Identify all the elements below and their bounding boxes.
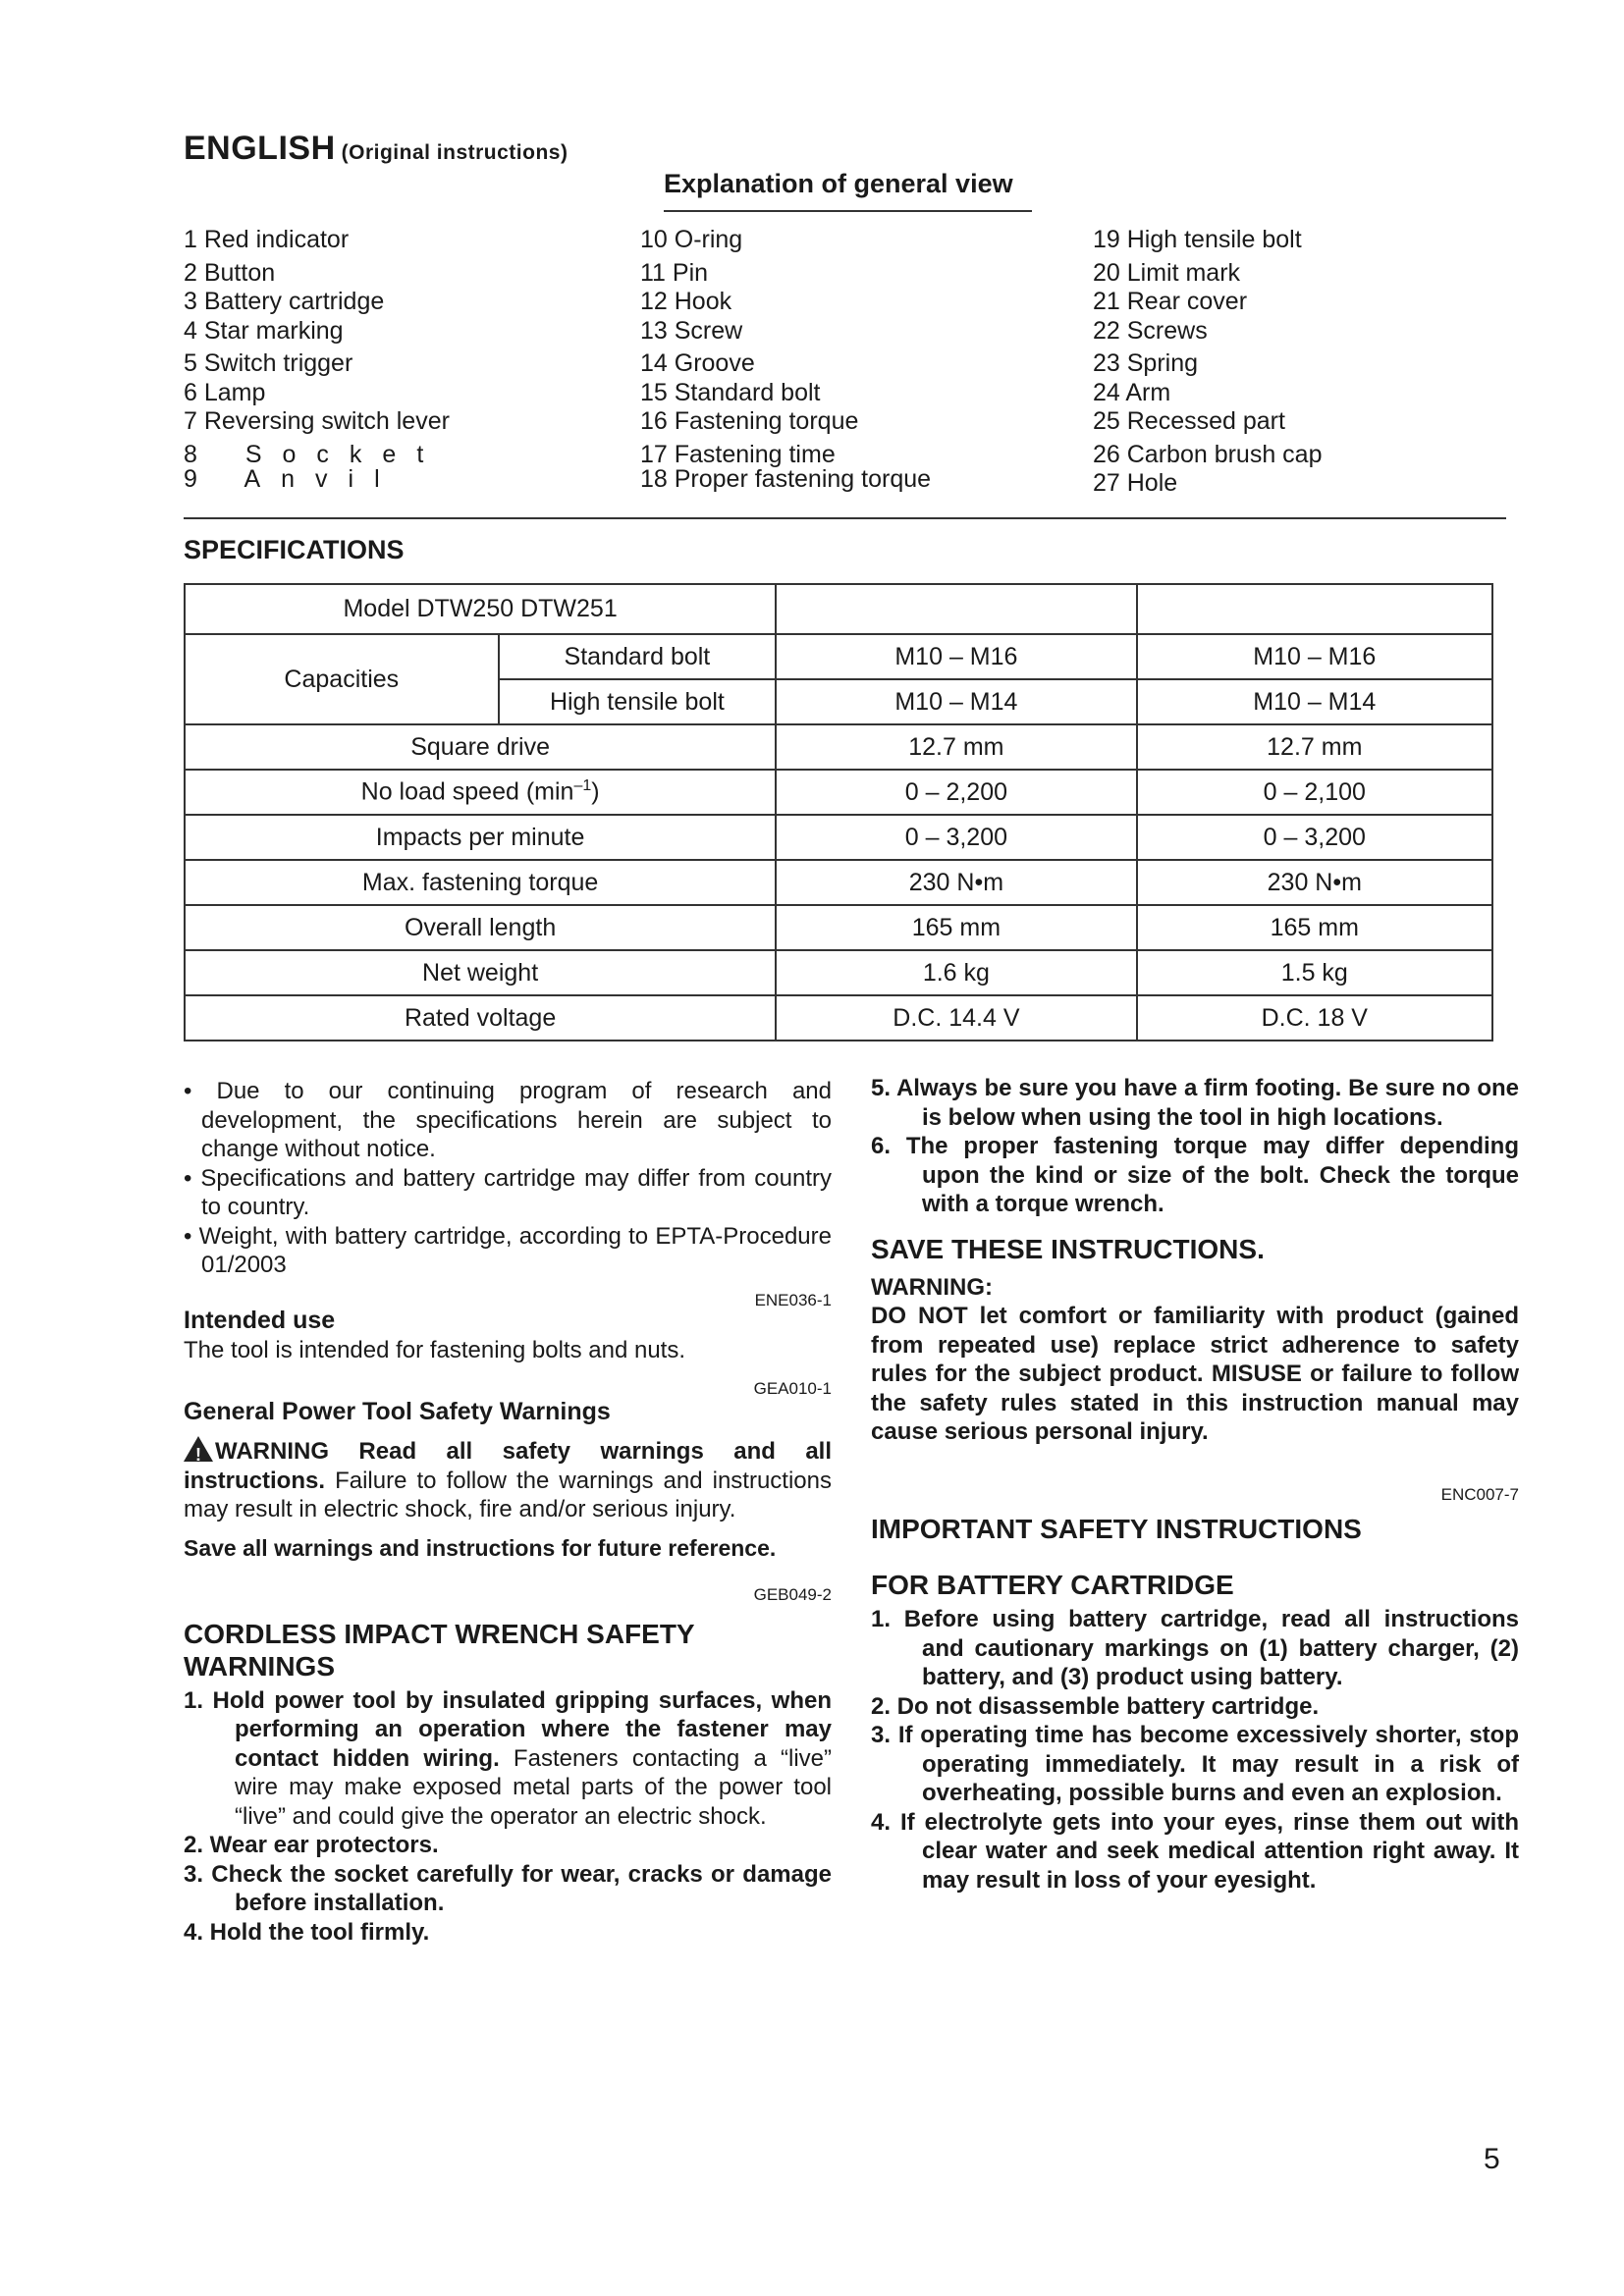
warning-label: WARNING: bbox=[871, 1273, 993, 1301]
spec-note: • Weight, with battery cartridge, according to EPTA-Procedure 01/2003 bbox=[184, 1222, 832, 1278]
list-item: 2. Do not disassemble battery cartridge. bbox=[871, 1692, 1320, 1720]
part-item: 2 Button bbox=[184, 258, 276, 287]
row-label: Square drive bbox=[185, 724, 776, 770]
model-label: Model DTW250 DTW251 bbox=[185, 584, 776, 634]
warning-triangle-icon bbox=[184, 1436, 213, 1462]
part-item: 10 O-ring bbox=[640, 226, 743, 253]
part-item: 22 Screws bbox=[1093, 316, 1208, 345]
model-value bbox=[776, 584, 1136, 634]
warning-text: DO NOT let comfort or familiarity with product (gained from repeated use) replace strict adherence to safety rules for the subject product. MISUSE or failure to follow the safety rules stated in this instruction manual may cause serious personal injury. bbox=[871, 1303, 1519, 1445]
part-item: 11 Pin bbox=[640, 258, 709, 287]
important-safety-title: IMPORTANT SAFETY INSTRUCTIONS bbox=[871, 1514, 1362, 1544]
table-cell: M10 – M16 bbox=[1137, 634, 1492, 679]
specifications-table bbox=[184, 583, 1493, 1041]
part-item: 17 Fastening time bbox=[640, 440, 836, 468]
table-cell: 0 – 2,100 bbox=[1137, 770, 1492, 815]
row-label: No load speed $(\min^{-1})$ bbox=[185, 770, 776, 815]
language-heading: ENGLISH (Original instructions) bbox=[184, 130, 568, 167]
battery-title: FOR BATTERY CARTRIDGE bbox=[871, 1570, 1234, 1600]
table-row bbox=[185, 770, 1492, 815]
spec-note: • Specifications and battery cartridge may differ from country to country. bbox=[184, 1164, 832, 1220]
table-cell: 165 mm bbox=[1137, 905, 1492, 950]
part-item: 15 Standard bolt bbox=[640, 378, 821, 406]
doc-code: GEA010-1 bbox=[753, 1379, 832, 1398]
list-item: 3. If operating time has become excessively shorter, stop operating immediately. It may result in a risk of overheating, possible burns and even an explosion. bbox=[871, 1722, 1519, 1806]
table-cell: 165 mm bbox=[776, 905, 1136, 950]
table-cell: 0 – 2,200 bbox=[776, 770, 1136, 815]
save-instructions-title: SAVE THESE INSTRUCTIONS. bbox=[871, 1233, 1265, 1264]
doc-code: ENC007-7 bbox=[1440, 1484, 1519, 1504]
parts-column-1 bbox=[184, 226, 450, 495]
save-all-text: Save all warnings and instructions for future reference. bbox=[184, 1534, 777, 1561]
list-item: 5. Always be sure you have a firm footing. Be sure no one is below when using the tool in high locations. bbox=[871, 1075, 1519, 1131]
cordless-warnings-title: CORDLESS IMPACT WRENCH SAFETY WARNINGS bbox=[184, 1618, 695, 1682]
part-item: 3 Battery cartridge bbox=[184, 288, 385, 315]
table-cell: 0 – 3,200 bbox=[776, 815, 1136, 860]
section-divider bbox=[184, 517, 1506, 519]
part-item: 19 High tensile bolt bbox=[1093, 226, 1302, 253]
row-label: Net weight bbox=[185, 950, 776, 995]
part-item: 6 Lamp bbox=[184, 378, 266, 406]
row-label: Impacts per minute bbox=[185, 815, 776, 860]
table-row bbox=[185, 950, 1492, 995]
table-cell: D.C. 18 V bbox=[1137, 995, 1492, 1041]
list-item: 6. The proper fastening torque may differ depending upon the kind or size of the bolt. Check the torque with a torque wrench. bbox=[871, 1133, 1519, 1217]
table-row bbox=[185, 634, 1492, 679]
part-item: 9 Anvil bbox=[184, 465, 401, 493]
part-item: 20 Limit mark bbox=[1093, 258, 1241, 287]
part-item: 14 Groove bbox=[640, 349, 755, 377]
table-cell: 230 N•m bbox=[776, 860, 1136, 905]
row-label: Max. fastening torque bbox=[185, 860, 776, 905]
intended-use-title: Intended use bbox=[184, 1307, 336, 1334]
list-item: 1. Hold power tool by insulated gripping surfaces, when performing an operation where the fastener may contact hidden wiring. Fasteners contacting a “live” wire may make exposed metal parts of the power tool “live” and could give the operator an electric shock. bbox=[184, 1686, 832, 1830]
part-item: 16 Fastening torque bbox=[640, 407, 859, 435]
part-item: 1 Red indicator bbox=[184, 226, 350, 253]
parts-column-2 bbox=[640, 226, 931, 495]
part-item: 12 Hook bbox=[640, 288, 732, 315]
table-cell: M10 – M16 bbox=[776, 634, 1136, 679]
general-warning-text: !WARNING Read all safety warnings and all instructions. Failure to follow the warnings and instructions may result in electric shock, fire and/or serious injury. bbox=[184, 1436, 832, 1524]
right-column bbox=[871, 1074, 1519, 1895]
table-cell: 230 N•m bbox=[1137, 860, 1492, 905]
table-row bbox=[185, 995, 1492, 1041]
row-label: Overall length bbox=[185, 905, 776, 950]
table-cell: 12.7 mm bbox=[1137, 724, 1492, 770]
doc-code: GEB049-2 bbox=[753, 1585, 832, 1604]
list-item: 2. Wear ear protectors. bbox=[184, 1832, 439, 1858]
list-item: 3. Check the socket carefully for wear, cracks or damage before installation. bbox=[184, 1860, 832, 1916]
list-item: 4. If electrolyte gets into your eyes, rinse them out with clear water and seek medical attention right away. It may result in loss of your eyesight. bbox=[871, 1808, 1519, 1894]
part-item: 18 Proper fastening torque bbox=[640, 465, 932, 493]
table-row bbox=[185, 860, 1492, 905]
table-cell: 1.5 kg bbox=[1137, 950, 1492, 995]
general-warnings-title: General Power Tool Safety Warnings bbox=[184, 1397, 611, 1425]
specifications-title: SPECIFICATIONS bbox=[184, 535, 405, 564]
model-value bbox=[1137, 584, 1492, 634]
left-column bbox=[184, 1077, 832, 1947]
capacities-label: Capacities bbox=[185, 634, 499, 724]
language-note: (Original instructions) bbox=[341, 141, 568, 164]
part-item: 23 Spring bbox=[1093, 349, 1199, 377]
table-row bbox=[185, 815, 1492, 860]
doc-code: ENE036-1 bbox=[754, 1290, 832, 1309]
part-item: 5 Switch trigger bbox=[184, 349, 353, 377]
table-cell: 0 – 3,200 bbox=[1137, 815, 1492, 860]
table-cell: 1.6 kg bbox=[776, 950, 1136, 995]
list-item: 1. Before using battery cartridge, read all instructions and cautionary markings on (1) battery charger, (2) battery, and (3) product using battery. bbox=[871, 1606, 1519, 1690]
part-item: 25 Recessed part bbox=[1093, 407, 1285, 435]
table-cell: M10 – M14 bbox=[776, 679, 1136, 724]
table-row bbox=[185, 724, 1492, 770]
list-item: 4. Hold the tool firmly. bbox=[184, 1918, 430, 1946]
spec-note: • Due to our continuing program of research and development, the specifications herein are subject to change without notice. bbox=[184, 1078, 832, 1162]
standard-bolt-label: Standard bolt bbox=[499, 634, 777, 679]
part-item: 4 Star marking bbox=[184, 316, 344, 345]
part-item: 27 Hole bbox=[1093, 469, 1178, 497]
table-cell: M10 – M14 bbox=[1137, 679, 1492, 724]
intended-use-text: The tool is intended for fastening bolts and nuts. bbox=[184, 1336, 685, 1363]
part-item: 7 Reversing switch lever bbox=[184, 407, 450, 435]
table-cell: D.C. 14.4 V bbox=[776, 995, 1136, 1041]
part-item: 26 Carbon brush cap bbox=[1093, 440, 1323, 468]
general-view-title: Explanation of general view bbox=[664, 169, 1013, 198]
table-row bbox=[185, 905, 1492, 950]
part-item: 21 Rear cover bbox=[1093, 288, 1248, 315]
page-number: 5 bbox=[1484, 2143, 1500, 2175]
table-row bbox=[185, 584, 1492, 634]
part-item: 24 Arm bbox=[1093, 378, 1171, 406]
part-item: 13 Screw bbox=[640, 316, 743, 345]
high-tensile-label: High tensile bolt bbox=[499, 679, 777, 724]
table-cell: 12.7 mm bbox=[776, 724, 1136, 770]
row-label: Rated voltage bbox=[185, 995, 776, 1041]
parts-column-3 bbox=[1093, 226, 1322, 499]
title-underline bbox=[664, 210, 1032, 212]
part-item: 8 Socket bbox=[184, 440, 445, 468]
